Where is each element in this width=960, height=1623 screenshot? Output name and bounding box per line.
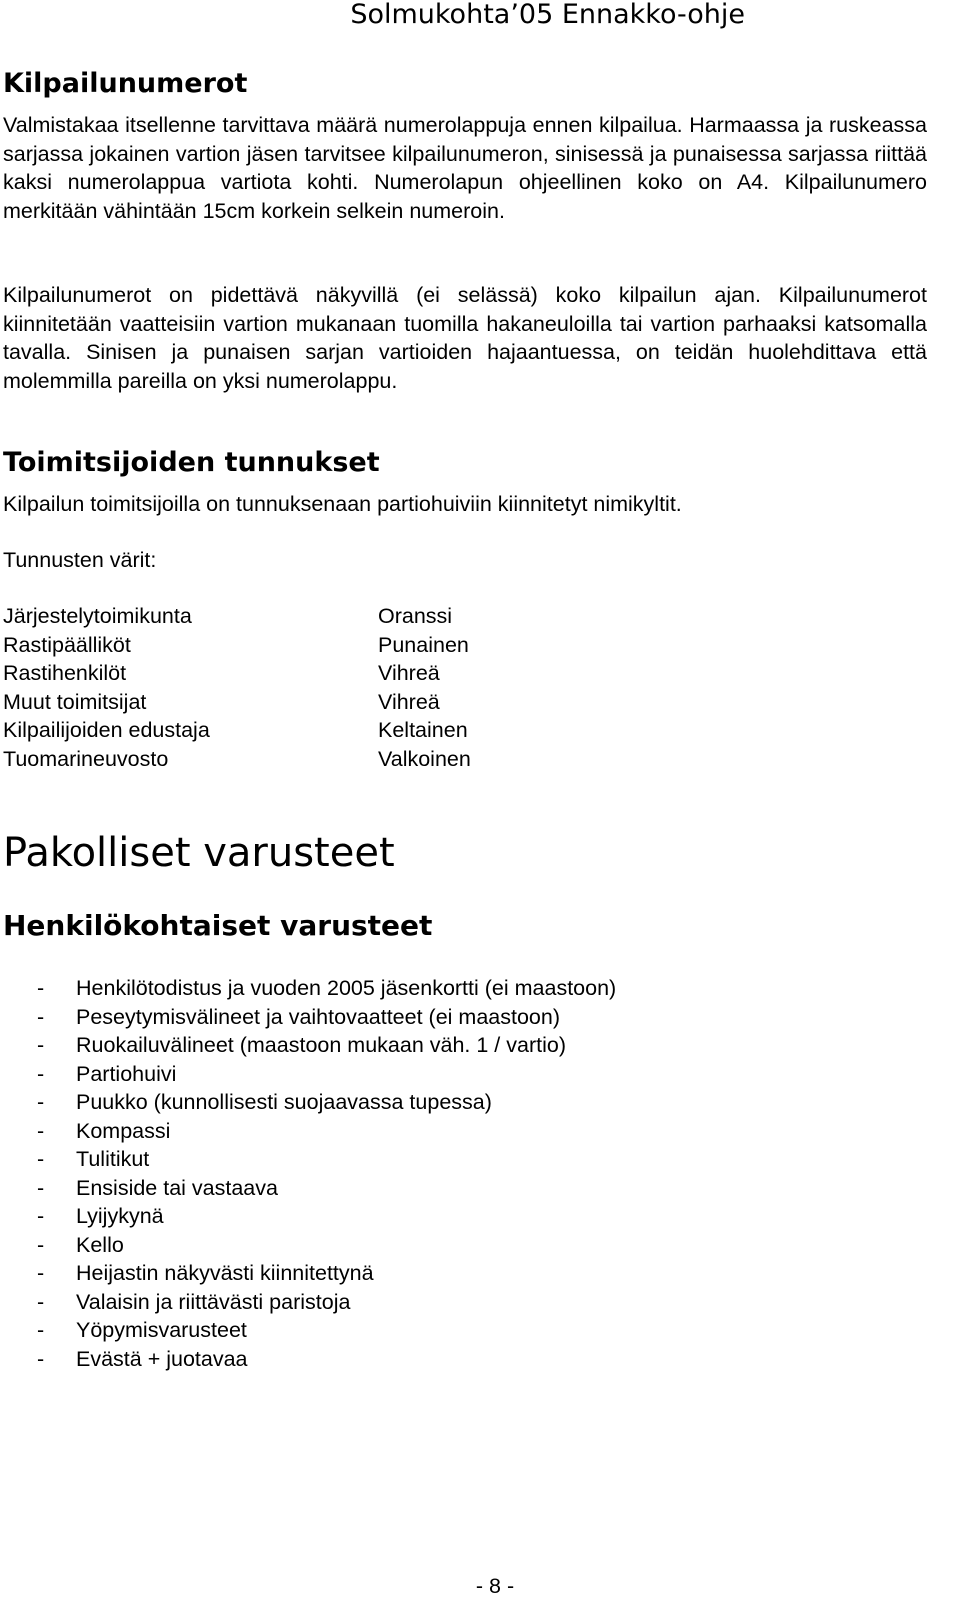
list-item-text: Lyijykynä (76, 1204, 164, 1228)
list-item-text: Partiohuivi (76, 1061, 177, 1086)
bullet-dash: - (37, 1004, 45, 1029)
colors-label: Tunnusten värit: (3, 548, 157, 572)
list-item-text: Yöpymisvarusteet (76, 1318, 247, 1342)
list-item (0, 1316, 616, 1345)
bullet-dash: - (37, 1204, 45, 1228)
bullet-dash: - (37, 1175, 45, 1200)
role-color: Keltainen (378, 718, 468, 742)
bullet-dash: - (37, 1232, 45, 1257)
bullet-dash: - (37, 1147, 45, 1171)
bullet-dash: - (37, 1118, 45, 1143)
role-name: Kilpailijoiden edustaja (3, 718, 210, 742)
list-item (0, 974, 616, 1003)
section-heading-toimitsijat: Toimitsijoiden tunnukset (3, 447, 380, 478)
paragraph-toimitsijat: Kilpailun toimitsijoilla on tunnuksenaan partiohuiviin kiinnitetyt nimikyltit. (3, 492, 682, 516)
list-item-text: Valaisin ja riittävästi paristoja (76, 1289, 351, 1314)
bullet-dash: - (37, 1061, 45, 1086)
paragraph-kilpailunumerot-2: Kilpailunumerot on pidettävä näkyvillä (ei selässä) koko kilpailun ajan. Kilpailunumerot kiinnitetään vaatteisiin vartion mukanaan tuomilla hakaneuloilla tai vartion parhaaksi katsomalla tavalla. Sinisen ja punaisen sarjan vartioiden hajaantuessa, on teidän huolehdittava että molemmilla pareilla on yksi numerolappu. (3, 283, 927, 393)
bullet-dash: - (37, 976, 45, 1000)
role-name: Rastihenkilöt (3, 661, 127, 685)
list-item-text: Puukko (kunnollisesti suojaavassa tupessa) (76, 1090, 492, 1114)
role-row (3, 688, 471, 717)
role-name: Tuomarineuvosto (3, 746, 169, 771)
list-item (0, 1345, 616, 1374)
bullet-dash: - (37, 1033, 45, 1057)
role-row (3, 631, 471, 660)
role-color: Valkoinen (378, 746, 471, 771)
bullet-dash: - (37, 1289, 45, 1314)
list-item (0, 1003, 616, 1032)
role-row (3, 716, 471, 745)
role-color: Punainen (378, 632, 469, 657)
list-item-text: Ruokailuvälineet (maastoon mukaan väh. 1 / vartio) (76, 1033, 566, 1057)
list-item (0, 1145, 616, 1174)
list-item-text: Henkilötodistus ja vuoden 2005 jäsenkortti (ei maastoon) (76, 976, 617, 1000)
list-item (0, 1088, 616, 1117)
list-item-text: Kompassi (76, 1118, 171, 1143)
list-item-text: Tulitikut (76, 1147, 150, 1171)
page-number: - 8 - (475, 1574, 515, 1598)
role-color: Vihreä (378, 661, 440, 685)
list-item (0, 1231, 616, 1260)
list-item (0, 1259, 616, 1288)
paragraph-kilpailunumerot-1: Valmistakaa itsellenne tarvittava määrä numerolappuja ennen kilpailua. Harmaassa ja ruskeassa sarjassa jokainen vartion jäsen tarvitsee kilpailunumeron, sinisessä ja punaisessa sarjassa riittää kaksi numerolappua vartiota kohti. Numerolapun ohjeellinen koko on A4. Kilpailunumero merkitään vähintään 15cm korkein selkein numeroin. (3, 113, 927, 223)
role-row (3, 602, 471, 631)
document-header-title: Solmukohta’05 Ennakko-ohje (350, 0, 745, 30)
bullet-dash: - (37, 1261, 45, 1285)
list-item-text: Kello (76, 1232, 124, 1257)
list-item (0, 1060, 616, 1089)
list-item (0, 1174, 616, 1203)
equipment-list (0, 974, 616, 1373)
role-row (3, 659, 471, 688)
list-item-text: Heijastin näkyvästi kiinnitettynä (76, 1261, 374, 1285)
bullet-dash: - (37, 1346, 45, 1371)
list-item (0, 1117, 616, 1146)
bullet-dash: - (37, 1318, 45, 1342)
role-color-list (3, 602, 471, 773)
role-color: Oranssi (378, 604, 453, 628)
subheading-henkilokohtaiset: Henkilökohtaiset varusteet (3, 909, 433, 942)
list-item (0, 1031, 616, 1060)
section-heading-kilpailunumerot: Kilpailunumerot (3, 68, 248, 99)
list-item-text: Ensiside tai vastaava (76, 1175, 278, 1200)
role-row (3, 745, 471, 774)
role-name: Muut toimitsijat (3, 689, 147, 714)
bullet-dash: - (37, 1090, 45, 1114)
role-color: Vihreä (378, 689, 440, 714)
list-item-text: Peseytymisvälineet ja vaihtovaatteet (ei maastoon) (76, 1004, 560, 1029)
section-heading-varusteet: Pakolliset varusteet (3, 830, 395, 876)
list-item (0, 1202, 616, 1231)
list-item (0, 1288, 616, 1317)
role-name: Rastipäälliköt (3, 632, 131, 657)
role-name: Järjestelytoimikunta (3, 604, 192, 628)
list-item-text: Evästä + juotavaa (76, 1346, 248, 1371)
